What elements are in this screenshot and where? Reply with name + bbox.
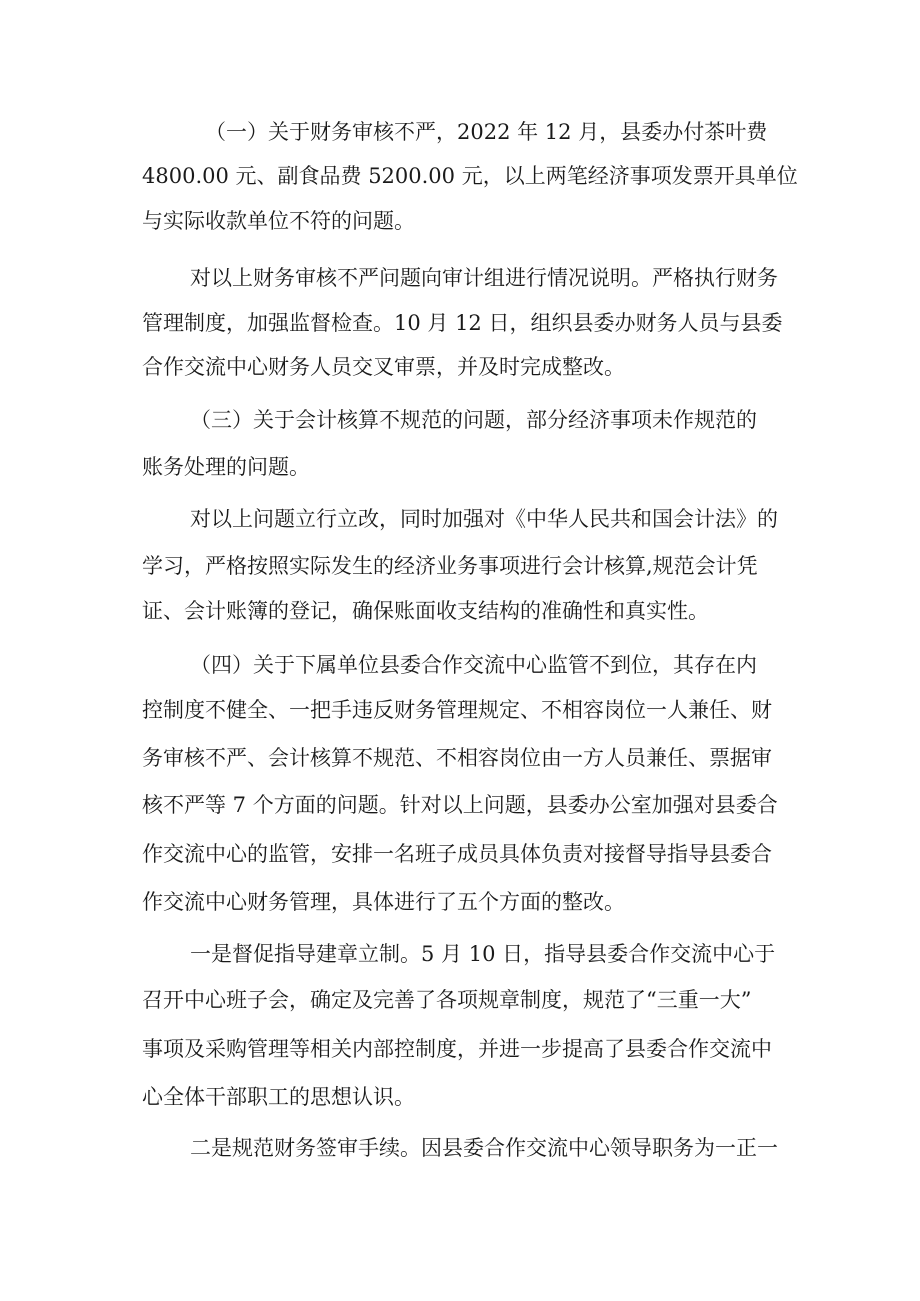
paragraph-5-line-6: 作交流中心财务管理，具体进行了五个方面的整改。 xyxy=(142,890,625,914)
paragraph-6-line-1: 一是督促指导建章立制。5 月 10 日，指导县委合作交流中心于 xyxy=(190,942,776,966)
paragraph-4-line-3: 证、会计账簿的登记，确保账面收支结构的准确性和真实性。 xyxy=(142,599,709,623)
paragraph-5-line-1: （四）关于下属单位县委合作交流中心监管不到位，其存在内 xyxy=(190,653,757,677)
paragraph-1-line-1: （一）关于财务审核不严，2022 年 12 月，县委办付茶叶费 xyxy=(205,120,768,144)
paragraph-2-line-2: 管理制度，加强监督检查。10 月 12 日，组织县委办财务人员与县委 xyxy=(142,311,783,335)
paragraph-4-line-1: 对以上问题立行立改，同时加强对《中华人民共和国会计法》的 xyxy=(190,507,778,531)
paragraph-6-line-4: 心全体干部职工的思想认识。 xyxy=(142,1085,415,1109)
paragraph-4-line-2: 学习，严格按照实际发生的经济业务事项进行会计核算,规范会计凭 xyxy=(142,554,758,578)
paragraph-7-line-1: 二是规范财务签审手续。因县委合作交流中心领导职务为一正一 xyxy=(190,1136,778,1160)
paragraph-5-line-5: 作交流中心的监管，安排一名班子成员具体负责对接督导指导县委合 xyxy=(142,842,772,866)
paragraph-6-line-3: 事项及采购管理等相关内部控制度，并进一步提高了县委合作交流中 xyxy=(142,1037,772,1061)
paragraph-5-line-4: 核不严等 7 个方面的问题。针对以上问题，县委办公室加强对县委合 xyxy=(142,793,778,817)
paragraph-2-line-3: 合作交流中心财务人员交叉审票，并及时完成整改。 xyxy=(142,355,625,379)
paragraph-1-line-2: 4800.00 元、副食品费 5200.00 元，以上两笔经济事项发票开具单位 xyxy=(142,164,798,188)
paragraph-2-line-1: 对以上财务审核不严问题向审计组进行情况说明。严格执行财务 xyxy=(190,266,778,290)
paragraph-5-line-2: 控制度不健全、一把手违反财务管理规定、不相容岗位一人兼任、财 xyxy=(142,698,772,722)
paragraph-5-line-3: 务审核不严、会计核算不规范、不相容岗位由一方人员兼任、票据审 xyxy=(142,746,772,770)
paragraph-3-line-2: 账务处理的问题。 xyxy=(142,455,310,479)
paragraph-6-line-2: 召开中心班子会，确定及完善了各项规章制度，规范了“三重一大” xyxy=(142,988,752,1012)
paragraph-1-line-3: 与实际收款单位不符的问题。 xyxy=(142,209,415,233)
paragraph-3-line-1: （三）关于会计核算不规范的问题，部分经济事项未作规范的 xyxy=(190,408,757,432)
